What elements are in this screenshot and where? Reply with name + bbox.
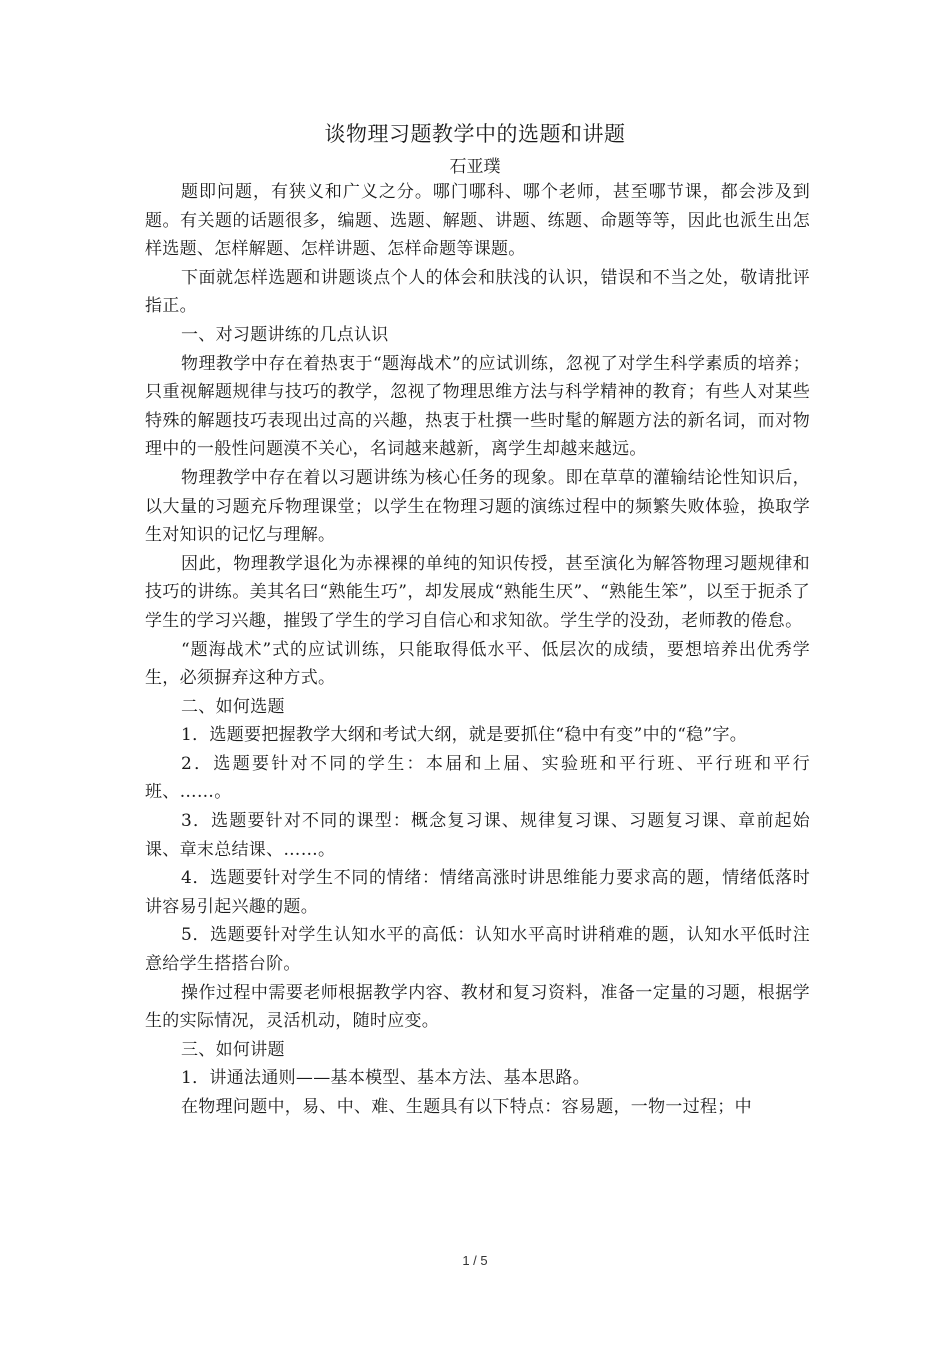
section-heading-3: 三、如何讲题 [181, 1039, 285, 1060]
paragraph: 物理教学中存在着热衷于“题海战术”的应试训练，忽视了对学生科学素质的培养；只重视解题规律与技巧的教学，忽视了物理思维方法与科学精神的教育；有些人对某些特殊的解题技巧表现出过高的兴趣，热衷于杜撰一些时髦的解题方法的新名词，而对物理中的一般性问题漠不关心，名词越来越新，离学生却越来越远。 [145, 353, 810, 460]
page-number: 1 / 5 [462, 1253, 488, 1268]
list-item: 4．选题要针对学生不同的情绪：情绪高涨时讲思维能力要求高的题，情绪低落时讲容易引起兴趣的题。 [145, 868, 810, 917]
paragraph: 因此，物理教学退化为赤裸裸的单纯的知识传授，甚至演化为解答物理习题规律和技巧的讲练。美其名曰“熟能生巧”，却发展成“熟能生厌”、“熟能生笨”，以至于扼杀了学生的学习兴趣，摧毁了学生的学习自信心和求知欲。学生学的没劲，老师教的倦怠。 [145, 553, 810, 631]
paragraph: 操作过程中需要老师根据教学内容、教材和复习资料，准备一定量的习题，根据学生的实际情况，灵活机动，随时应变。 [145, 982, 810, 1032]
section-heading-1: 一、对习题讲练的几点认识 [181, 324, 389, 345]
list-item: 3．选题要针对不同的课型：概念复习课、规律复习课、习题复习课、章前起始课、章末总结课、……。 [145, 811, 810, 860]
list-item: 1．讲通法通则——基本模型、基本方法、基本思路。 [181, 1068, 591, 1089]
paragraph: 在物理问题中，易、中、难、生题具有以下特点：容易题，一物一过程；中 [181, 1097, 752, 1117]
paragraph-purpose: 下面就怎样选题和讲题谈点个人的体会和肤浅的认识，错误和不当之处，敬请批评指正。 [145, 267, 810, 317]
paragraph-intro: 题即问题，有狭义和广义之分。哪门哪科、哪个老师，甚至哪节课，都会涉及到题。有关题的话题很多，编题、选题、解题、讲题、练题、命题等等，因此也派生出怎样选题、怎样解题、怎样讲题、怎样命题等课题。 [145, 182, 810, 260]
section-heading-2: 二、如何选题 [181, 696, 285, 717]
paragraph: “题海战术”式的应试训练，只能取得低水平、低层次的成绩，要想培养出优秀学生，必须摒弃这种方式。 [145, 639, 810, 689]
document-author: 石亚璞 [449, 157, 501, 177]
document-body [145, 178, 810, 1122]
list-item: 2．选题要针对不同的学生：本届和上届、实验班和平行班、平行班和平行班、……。 [145, 753, 810, 803]
list-item: 1．选题要把握教学大纲和考试大纲，就是要抓住“稳中有变”中的“稳”字。 [181, 725, 748, 746]
paragraph: 物理教学中存在着以习题讲练为核心任务的现象。即在草草的灌输结论性知识后，以大量的习题充斥物理课堂；以学生在物理习题的演练过程中的频繁失败体验，换取学生对知识的记忆与理解。 [145, 467, 810, 546]
document-title: 谈物理习题教学中的选题和讲题 [324, 122, 626, 146]
list-item: 5．选题要针对学生认知水平的高低：认知水平高时讲稍难的题，认知水平低时注意给学生搭搭台阶。 [145, 925, 810, 975]
